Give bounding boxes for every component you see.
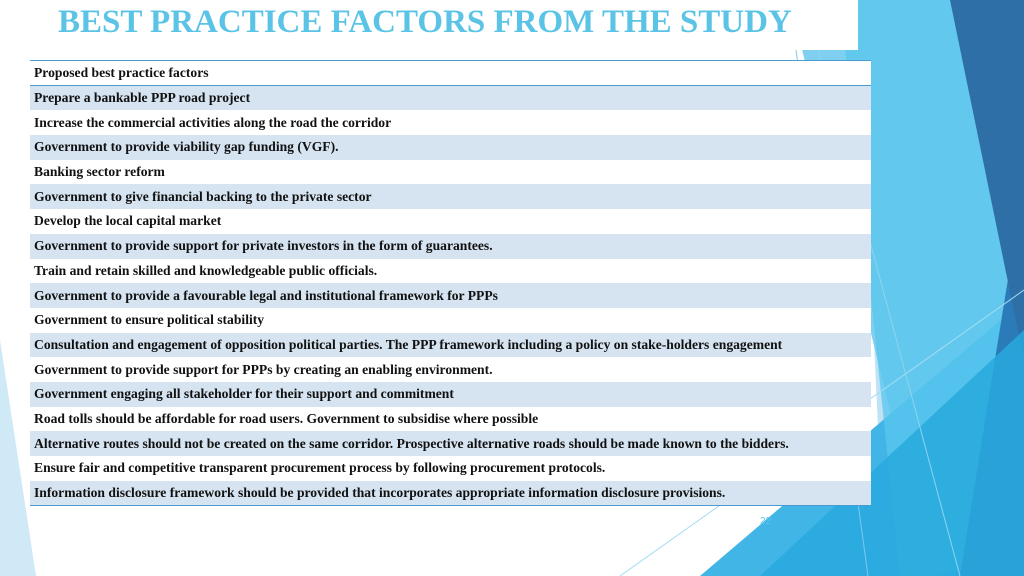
table-row: Alternative routes should not be created on the same corridor. Prospective alternative roads should be made known to the bidders. xyxy=(30,431,871,456)
table-row: Government to provide support for private investors in the form of guarantees. xyxy=(30,234,871,259)
page-number: 22 xyxy=(760,516,772,527)
table-row: Government to ensure political stability xyxy=(30,308,871,333)
table-row: Prepare a bankable PPP road project xyxy=(30,86,871,111)
table-row: Government to provide a favourable legal and institutional framework for PPPs xyxy=(30,283,871,308)
table-row: Banking sector reform xyxy=(30,160,871,185)
slide-title: BEST PRACTICE FACTORS FROM THE STUDY xyxy=(58,4,792,40)
table-row: Government to provide support for PPPs by creating an enabling environment. xyxy=(30,357,871,382)
table-row: Train and retain skilled and knowledgeable public officials. xyxy=(30,259,871,284)
table-row: Government engaging all stakeholder for their support and commitment xyxy=(30,382,871,407)
table-row: Increase the commercial activities along the road the corridor xyxy=(30,110,871,135)
table-row: Ensure fair and competitive transparent procurement process by following procurement protocols. xyxy=(30,456,871,481)
best-practice-table xyxy=(30,60,871,506)
table-row: Information disclosure framework should be provided that incorporates appropriate information disclosure provisions. xyxy=(30,481,871,506)
table-row: Government to provide viability gap funding (VGF). xyxy=(30,135,871,160)
table-row: Government to give financial backing to the private sector xyxy=(30,184,871,209)
table-row: Consultation and engagement of opposition political parties. The PPP framework including a policy on stake-holders engagement xyxy=(30,333,871,358)
table-row: Develop the local capital market xyxy=(30,209,871,234)
table-header: Proposed best practice factors xyxy=(30,61,871,86)
table-row: Road tolls should be affordable for road users. Government to subsidise where possible xyxy=(30,407,871,432)
